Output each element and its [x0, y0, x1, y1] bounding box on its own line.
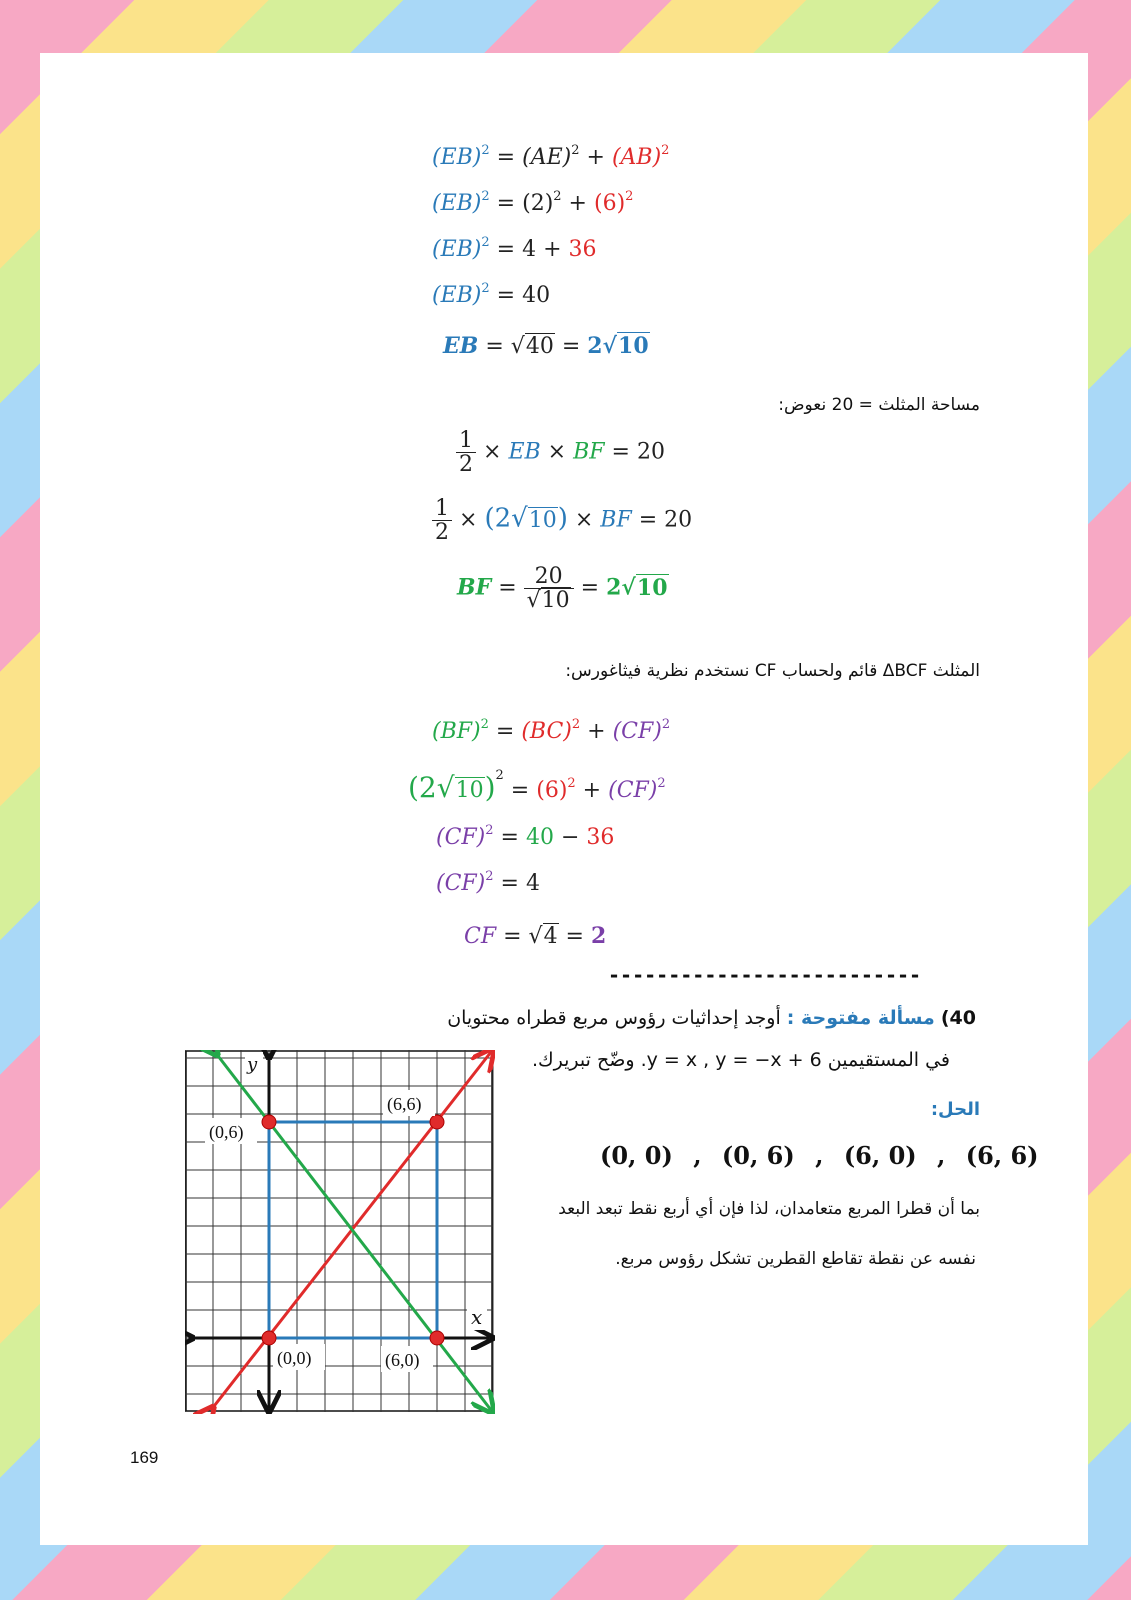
label-0-6: (0,6) — [209, 1122, 244, 1142]
point-0-0: (0, 0) — [600, 1141, 673, 1170]
fraction-half: $\frac{1}{2}$ — [456, 429, 476, 476]
equation-line-11: (CF)$^2$ = 40 − 36 — [436, 823, 615, 850]
equation-line-1: (EB)$^2$ = (AE)$^2$ + (AB)$^2$ — [432, 143, 670, 170]
area-statement: مساحة المثلث = 20 نعوض: — [778, 395, 980, 415]
equation-line-10: $(2√10)^2 = (6)^2 + (CF)^2$ — [408, 768, 666, 804]
equation-line-12: (CF)$^2$ = 4 — [436, 869, 540, 896]
page-sheet — [40, 53, 1088, 1545]
equation-line-7: $\frac{1}{2}$ × (2√10) × BF = 20 — [432, 497, 692, 544]
fraction-half: $\frac{1}{2}$ — [432, 497, 452, 544]
problem-line-2: في المستقيمين y = x , y = −x + 6. وضّح تبريرك. — [531, 1049, 950, 1071]
equation-line-13: CF = √4 = 2 — [464, 923, 607, 949]
graph-frame — [186, 1051, 492, 1411]
triangle-statement: المثلث ΔBCF قائم ولحساب CF نستخدم نظرية فيثاغورس: — [565, 661, 980, 681]
label-6-6: (6,6) — [387, 1094, 422, 1114]
vertex-6-0 — [430, 1331, 444, 1345]
equation-line-3: (EB)$^2$ = 4 + 36 — [432, 235, 597, 262]
solution-label: الحل: — [930, 1099, 980, 1120]
page-number: 169 — [130, 1448, 159, 1467]
problem-40-heading — [447, 1007, 976, 1029]
fraction-20-over-sqrt10: $\frac{20}{√10}$ — [524, 565, 574, 612]
coordinate-graph — [185, 1050, 495, 1414]
x-axis-label: x — [471, 1305, 483, 1329]
explanation-line-2: نفسه عن نقطة تقاطع القطرين تشكل رؤوس مربع. — [615, 1249, 976, 1269]
explanation-line-1: بما أن قطرا المربع متعامدان، لذا فإن أي أربع نقط تبعد البعد — [558, 1199, 980, 1219]
problem-line-1: أوجد إحداثيات رؤوس مربع قطراه محتويان — [447, 1007, 781, 1029]
vertex-6-6 — [430, 1115, 444, 1129]
label-6-0: (6,0) — [385, 1350, 420, 1370]
equation-line-9: (BF)$^2$ = (BC)$^2$ + (CF)$^2$ — [432, 717, 671, 744]
problem-title: مسألة مفتوحة : — [786, 1007, 935, 1029]
vertex-0-0 — [262, 1331, 276, 1345]
problem-number: 40) — [940, 1007, 976, 1029]
point-0-6: (0, 6) — [721, 1141, 795, 1170]
equation-line-8: BF = $\frac{20}{√10}$ = 2√10 — [457, 564, 668, 614]
equation-line-5: EB = √40 = 2√10 — [443, 333, 649, 359]
equation-line-4: (EB)$^2$ = 40 — [432, 281, 551, 308]
label-0-0: (0,0) — [277, 1348, 312, 1368]
equation-line-6: $\frac{1}{2}$ × EB × BF = 20 — [456, 429, 665, 476]
y-axis-label: y — [247, 1054, 258, 1075]
vertex-0-6 — [262, 1115, 276, 1129]
point-6-0: (6, 0) — [843, 1141, 917, 1170]
section-separator: -------------------------- — [608, 963, 922, 987]
point-6-6: (6, 6) — [965, 1141, 1039, 1170]
solution-points: (0, 0) , (0, 6) , (6, 0) , (6, 6) — [600, 1141, 1039, 1170]
equation-line-2: $(EB)^2 = (2)^2 + (6)^2$ — [432, 189, 634, 216]
